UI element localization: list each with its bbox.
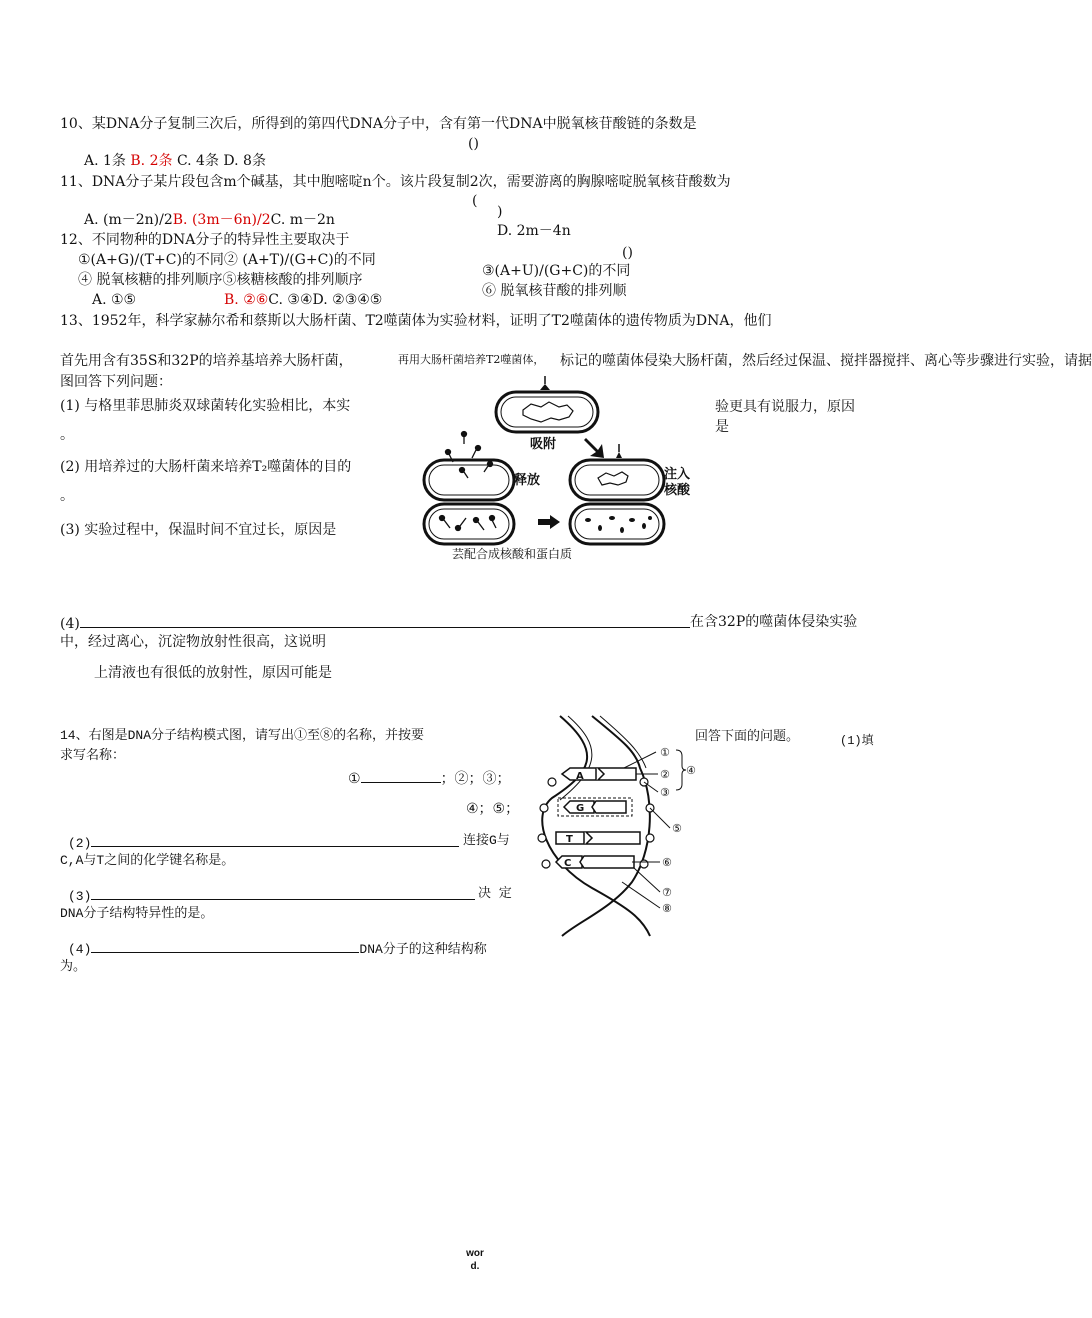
q14-blank-row1-rest: ；②；③； [440,771,511,787]
q12-choice-line2-right: ⑥ 脱氧核苷酸的排列顺 [482,283,627,299]
phage-infection-diagram [418,372,691,561]
dna-strand-right [562,716,650,936]
fig-label-3: ③ [660,786,670,799]
q14-part4-label: (4) [68,942,92,957]
q12-paren: () [622,245,633,261]
q14-part2-line1 [68,832,459,853]
q13-part1-end: 。 [60,427,74,443]
q14-part2-label: (2) [68,836,92,851]
q14-part3-answer-blank[interactable] [91,885,475,900]
q14-blank1-line[interactable] [361,768,441,783]
q13-part4-right: 在含32P的噬菌体侵染实验 [690,614,858,630]
q10-option-b-answer: B. 2条 [130,153,173,169]
fig-base-a: A [576,771,584,782]
q13-part4-line2: 中，经过离心，沉淀物放射性很高，这说明 [60,634,326,650]
q14-part4-line2: 为。 [60,959,87,974]
q13-intro-line2-mid: 再用大肠杆菌培养T2噬菌体， [398,353,545,366]
q14-part3-line2: DNA分子结构特异性的是。 [60,906,214,921]
q11-options [84,211,335,229]
q12-options [92,291,136,309]
q10-paren: () [468,136,479,152]
fig-inject-label-1: 注入 [664,467,691,482]
q13-part4-line1 [60,613,690,633]
base-pair-g [558,798,632,816]
q13-part4-answer-blank[interactable] [80,613,690,628]
fig-label-6: ⑥ [662,856,672,869]
q12-choice-line1-right: ③(A+U)/(G+C)的不同 [482,263,631,279]
footer-line1: wor [466,1248,484,1259]
q13-part2-left: (2) 用培养过的大肠杆菌来培养T₂噬菌体的目的 [60,459,352,475]
synthesis-cell-left [424,504,514,544]
q14-part2-right: 连接G与 [463,833,510,848]
q10-option-a: A. 1条 [84,153,126,169]
q11-paren-open: ( [472,193,478,209]
q11-option-b-answer: B. (3m－6n)/2 [172,212,271,228]
fig-inject-label-2: 核酸 [664,483,691,498]
fig-adsorb-label: 吸附 [530,437,557,452]
q14-stem-right: 回答下面的问题。 [695,729,800,744]
base-pair-t [556,832,640,845]
dna-strand-left [542,716,650,936]
q14-part3-line1 [68,885,475,906]
q10-options [84,152,266,170]
q13-part1-right2: 是 [715,419,729,435]
q13-part2-end: 。 [60,488,74,504]
q11-paren-close: ) [497,204,503,220]
page-footer [455,1247,495,1273]
synthesis-cell-right [570,504,664,544]
fig-label-8: ⑧ [662,902,672,915]
q14-part3-label: (3) [68,889,92,904]
fig-base-t: T [566,834,573,845]
dna-structure-diagram [532,712,702,940]
q13-intro-line2-right: 标记的噬菌体侵染大肠杆菌，然后经过保温、搅拌器搅拌、离心等步骤进行实验，请据 [560,353,1092,369]
q12-option-b-answer: B. ②⑥ [224,292,269,308]
q14-stem-right2: (1)填 [840,734,874,748]
q13-intro-line3: 图回答下列问题： [60,374,172,390]
q12-choice-line1: ①(A+G)/(T+C)的不同② (A+T)/(G+C)的不同 [78,252,376,268]
q13-part3-left: (3) 实验过程中，保温时间不宜过长，原因是 [60,522,337,538]
q11-option-d: D. 2m－4n [497,223,571,239]
fig-label-7: ⑦ [662,886,672,899]
q14-blank-row1 [348,768,511,788]
q12-choice-line2: ④ 脱氧核糖的排列顺序⑤核糖核酸的排列顺序 [78,272,363,288]
q13-part4-line3: 上清液也有很低的放射性，原因可能是 [94,665,332,681]
q13-part1-left: (1) 与格里菲思肺炎双球菌转化实验相比，本实 [60,398,351,414]
fig-synthesis-caption: 芸配合成核酸和蛋白质 [452,547,573,561]
inject-cell [570,444,664,500]
q14-part2-answer-blank[interactable] [91,832,459,847]
arrow-adsorb-to-inject [584,438,604,458]
release-cell [424,432,514,501]
q10-stem: 10、某DNA分子复制三次后，所得到的第四代DNA分子中，含有第一代DNA中脱氧核苷酸链的条数是 [60,116,697,132]
q11-option-a: A. (m－2n)/2 [84,212,173,228]
q13-intro-line1: 13、1952年，科学家赫尔希和蔡斯以大肠杆菌、T2噬菌体为实验材料，证明了T2噬菌体的遗传物质为DNA，他们 [60,313,772,329]
q14-part4-answer-blank[interactable] [91,938,359,953]
base-pair-c [556,856,634,869]
q14-stem-line2: 求写名称： [60,748,126,763]
q12-option-cd: C. ③④D. ②③④⑤ [268,292,383,308]
footer-line2: d. [470,1261,480,1272]
q11-option-c: C. m－2n [270,212,335,228]
fig-label-1: ① [660,746,670,759]
q12-option-a: A. ①⑤ [92,292,137,308]
q13-part1-right1: 验更具有说服力，原因 [715,399,855,415]
q13-intro-line2: 首先用含有35S和32P的培养基培养大肠杆菌， [60,353,353,369]
q11-stem: 11、DNA分子某片段包含m个碱基，其中胞嘧啶n个。该片段复制2次，需要游离的胸腺嘧啶脱氧核苷酸数为 [60,174,731,190]
arrow-synthesis-left [538,515,560,529]
fig-label-5: ⑤ [672,822,682,835]
q14-part4-right: DNA分子的这种结构称 [359,942,487,957]
q14-part2-line2: C,A与T之间的化学键名称是。 [60,853,235,868]
fig-label-2: ② [660,768,670,781]
fig-label-4: ④ [686,764,696,777]
fig-base-g: G [576,803,585,814]
q12-stem: 12、不同物种的DNA分子的特异性主要取决于 [60,232,350,248]
q14-part4-line1 [68,938,487,959]
q14-part3-right: 决 定 [478,886,512,901]
adsorb-cell [496,376,598,432]
q12-options-right [224,291,382,309]
q14-blank1-label: ① [348,771,361,787]
q10-option-cd: C. 4条 D. 8条 [176,153,266,169]
q14-blank-row2: ④；⑤； [466,801,520,817]
q14-stem-line1: 14、右图是DNA分子结构模式图，请写出①至⑧的名称，并按要 [60,728,425,743]
q13-part4-label: (4) [60,616,80,632]
fig-release-label: 释放 [514,473,541,488]
fig-base-c: C [564,858,572,869]
base-pair-a [562,768,636,782]
